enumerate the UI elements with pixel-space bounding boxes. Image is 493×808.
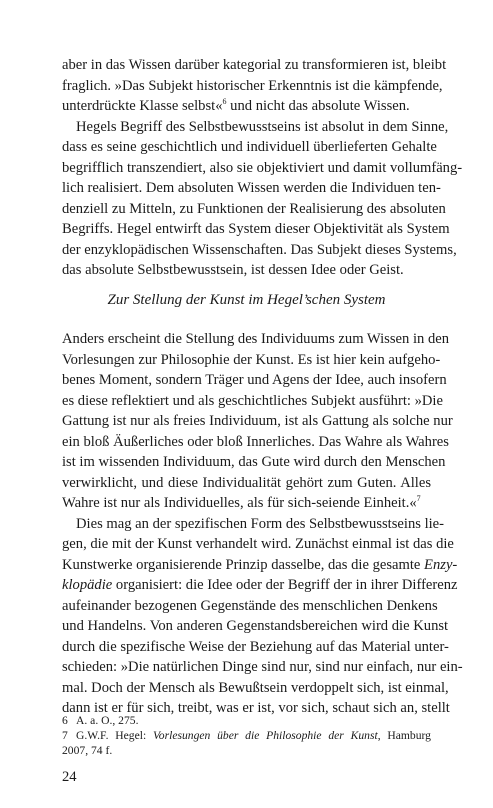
footnote-ref-6: 6 xyxy=(222,97,227,106)
footnote-7-place: , Hamburg xyxy=(377,729,431,742)
footnotes xyxy=(62,713,431,758)
encyclopedia-title-part-1: Enzy- xyxy=(424,556,458,573)
paragraph-1-line-1: aber in das Wissen darüber kategorial zu transformieren ist, bleibt xyxy=(62,57,447,73)
paragraph-3-line-4: es diese reflektiert und als geschichtliches Subjekt ausführt: »Die xyxy=(62,392,443,409)
footnote-ref-7: 7 xyxy=(416,494,421,503)
text-block-main xyxy=(62,329,463,719)
footnote-6 xyxy=(62,713,431,728)
paragraph-3-line-2: Vorlesungen zur Philosophie der Kunst. Es ist hier kein aufgeho- xyxy=(62,351,441,368)
paragraph-4-line-5: aufeinander bezogenen Gegenstände des menschlichen Denkens xyxy=(62,597,438,614)
paragraph-3-line-1: Anders erscheint die Stellung des Individuums zum Wissen in den xyxy=(62,331,450,347)
paragraph-4-line-4-text: organisiert: die Idee oder der Begriff der in ihrer Differenz xyxy=(115,577,458,593)
page-number: 24 xyxy=(62,769,77,785)
footnote-6-text: A. a. O., 275. xyxy=(76,714,139,727)
paragraph-3-line-3: benes Moment, sondern Träger und Agens der Idee, auch insofern xyxy=(62,372,447,388)
paragraph-3-line-6: ein bloß Äußerliches oder bloß Innerliches. Das Wahre als Wahres xyxy=(62,433,449,450)
paragraph-4-line-10: dann ist er für sich, treibt, was er ist, vor sich, schaut sich an, stellt xyxy=(62,700,450,716)
paragraph-4-line-3 xyxy=(62,555,458,576)
footnote-7-author: G.W.F. Hegel: xyxy=(76,729,147,742)
encyclopedia-title-part-2: klopädie xyxy=(62,577,113,593)
paragraph-1-line-3-end: und nicht das absolute Wissen. xyxy=(230,98,410,114)
footnote-7-title: Vorlesungen über die Philosophie der Kunst xyxy=(153,729,378,742)
paragraph-2-line-1: Hegels Begriff des Selbstbewusstseins ist absolut in dem Sinne, xyxy=(76,118,449,135)
footnote-7-number: 7 xyxy=(62,729,68,742)
paragraph-2-line-4: lich realisiert. Dem absoluten Wissen werden die Individuen ten- xyxy=(62,180,441,196)
paragraph-4-line-3-text: Kunstwerke organisierende Prinzip dasselbe, das die gesamte xyxy=(62,556,421,573)
paragraph-1-line-3-text: unterdrückte Klasse selbst« xyxy=(62,98,223,114)
text-block-top xyxy=(62,55,463,281)
paragraph-3-line-7: ist im wissenden Individuum, das Gute wird durch den Menschen xyxy=(62,454,446,470)
paragraph-2-line-5: denziell zu Mitteln, zu Funktionen der Realisierung des absoluten xyxy=(62,200,446,217)
paragraph-3-line-9 xyxy=(62,493,431,514)
paragraph-3-line-9-text: Wahre ist nur als Individuelles, als für sich-seiende Einheit.« xyxy=(62,495,417,511)
section-heading: Zur Stellung der Kunst im Hegel’schen System xyxy=(107,292,386,308)
paragraph-4-line-9: mal. Doch der Mensch als Bewußtsein verdoppelt sich, ist einmal, xyxy=(62,679,449,696)
paragraph-2-line-2: dass es seine geschichtlich und individuell überlieferten Gehalte xyxy=(62,139,437,155)
footnote-7-line-2: 2007, 74 f. xyxy=(62,744,113,757)
paragraph-2-line-3: begrifflich transzendiert, also sie objektiviert und damit vollumfäng- xyxy=(62,159,463,176)
paragraph-4-line-8: schieden: »Die natürlichen Dinge sind nur, sind nur einfach, nur ein- xyxy=(62,659,463,675)
paragraph-1-line-3 xyxy=(62,96,431,117)
paragraph-4-line-1: Dies mag an der spezifischen Form des Selbstbewusstseins lie- xyxy=(76,515,445,532)
paragraph-1-line-2: fraglich. »Das Subjekt historischer Erkenntnis ist die kämpfende, xyxy=(62,77,443,94)
paragraph-2-line-7: der enzyklopädischen Wissenschaften. Das Subjekt dieses Systems, xyxy=(62,241,457,258)
paragraph-3-line-5: Gattung ist nur als freies Individuum, ist als Gattung als solche nur xyxy=(62,413,453,429)
paragraph-2-line-6: Begriffs. Hegel entwirft das System dieser Objektivität als System xyxy=(62,221,450,237)
paragraph-4-line-4 xyxy=(62,575,458,596)
footnote-7-line-1 xyxy=(62,728,431,743)
footnote-6-number: 6 xyxy=(62,714,68,727)
paragraph-4-line-2: gen, die mit der Kunst verhandelt wird. Zunächst einmal ist das die xyxy=(62,536,454,552)
paragraph-4-line-6: und Handelns. Von anderen Gegenstandsbereichen wird die Kunst xyxy=(62,618,449,634)
paragraph-3-line-8: verwirklicht, und diese Individualität gehört zum Guten. Alles xyxy=(62,474,431,491)
paragraph-2-line-8: das absolute Selbstbewusstsein, ist dessen Idee oder Geist. xyxy=(62,262,404,278)
paragraph-4-line-7: durch die spezifische Weise der Beziehung auf das Material unter- xyxy=(62,638,449,655)
